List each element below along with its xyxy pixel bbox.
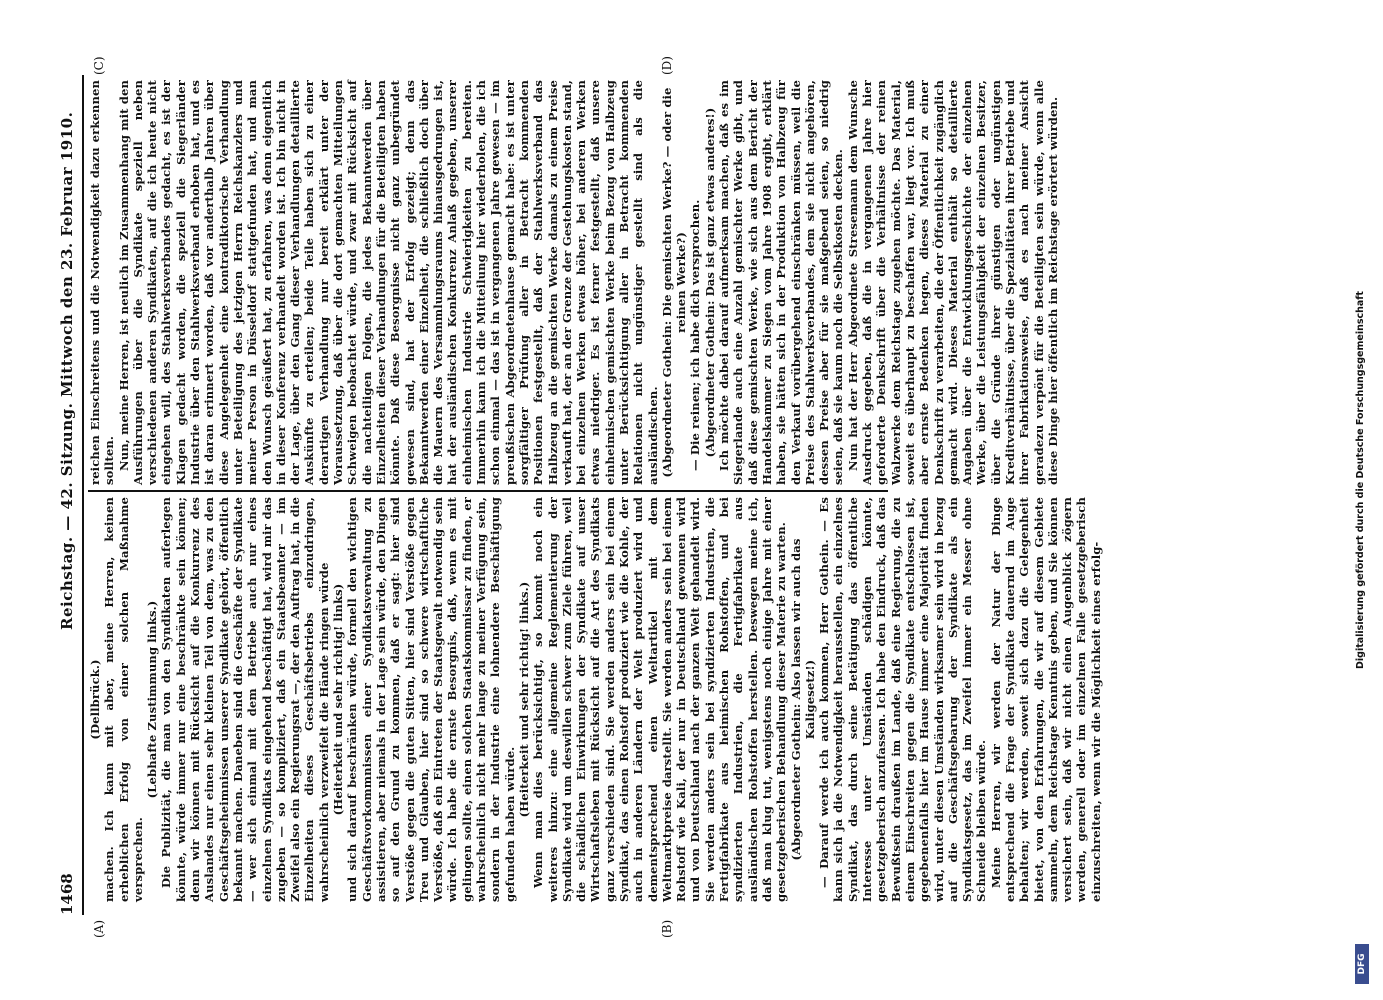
page-header: [58, 80, 80, 915]
paragraph: reichen Einschreitens und die Notwendigkeit dazu erkennen sollten.: [88, 80, 117, 485]
paragraph: Meine Herren, wir werden der Natur der Dinge entsprechend die Frage der Syndikate dauernd im Auge behalten; wir werden, soweit sich dazu die Gelegenheit bietet, von den Erfahrungen, die wir auf diesem Gebiete sammeln, dem Reichstage Kenntnis geben, und Sie können versichert sein, daß wir nicht einen Augenblick zögern werden, generell oder im einzelnen Falle gesetzgeberisch einzuschreiten, wenn wir die Möglichkeit eines erfolg-: [988, 497, 1103, 902]
margin-mark-c: (C): [92, 56, 106, 75]
page-number: 1468: [58, 873, 76, 915]
interjection: (Abgeordneter Gothein: Das ist ganz etwas anderes!): [702, 107, 717, 458]
interjection: (Heiterkeit und sehr richtig! links): [331, 583, 346, 816]
column-divider: [88, 490, 888, 492]
paragraph: Ich möchte dabei darauf aufmerksam machen, daß es im Siegerlande auch eine Anzahl gemischter Werke gibt, und daß diese gemischten Werke, wie sich aus dem Bericht der Handelskammer zu Siegen vom Jahre 1908 ergibt, erklärt haben, sie hätten sich in der Produktion von Halbzeug für den Verkauf vorübergehend einschränken müssen, weil die Preise des Stahlwerksverbandes, dem sie nicht angehören, dessen Preise aber für sie maßgebend seien, so niedrig seien, daß sie kaum noch die Selbstkosten decken.: [717, 80, 846, 485]
margin-mark-d: (D): [660, 56, 674, 75]
paragraph: — Die reinen; ich habe dich versprochen.: [688, 199, 703, 471]
paragraph: Nun, meine Herren, ist neulich im Zusammenhang mit den Ausführungen über die Syndikate speziell neben verschiedenen anderen Syndikaten, auf die ich heute nicht eingehen will, des Stahlwerksverbandes gedacht, es ist der Klagen gedacht worden, die speziell die Siegerländer Industrie über den Stahlwerksverband erhoben hat, und es ist daran erinnert worden, daß vor anderthalb Jahren über diese Angelegenheit eine kontradiktorische Verhandlung unter Beteiligung des jetzigen Herrn Reichskanzlers und meiner Person in Düsseldorf stattgefunden hat, und man den Wunsch geäußert hat, zu erfahren, was denn eigentlich in dieser Konferenz verhandelt worden ist. Ich bin nicht in der Lage, über den Gang dieser Verhandlungen detaillierte Auskünfte zu erteilen; beide Teile haben sich zu einer derartigen Verhandlung nur bereit erklärt unter der Voraussetzung, daß über die dort gemachten Mitteilungen Schweigen beobachtet würde, und zwar mit Rücksicht auf die nachteiligen Folgen, die jedes Bekanntwerden über Einzelheiten dieser Verhandlungen für die Beteiligten haben könnte. Daß diese Besorgnisse nicht ganz unbegründet gewesen sind, hat der Erfolg gezeigt; denn das Bekanntwerden einer Einzelheit, die schließlich doch über die Mauern des Versammlungsraums hinausgedrungen ist, hat der ausländischen Konkurrenz Anlaß gegeben, unserer einheimischen Industrie Schwierigkeiten zu bereiten. Immerhin kann ich die Mitteilung hier wiederholen, die ich schon einmal — das ist in vergangenen Jahre gewesen — im preußischen Abgeordnetenhause gemacht habe: es ist unter sorgfältiger Prüfung aller in Betracht kommenden Positionen festgestellt, daß der Stahlwerksverband das Halbzeug an die gemischten Werke damals zu einem Preise verkauft hat, der an der Grenze der Gestehungskosten stand, bei einzelnen Werken etwas höher, bei anderen Werken etwas niedriger. Es ist ferner festgestellt, daß unsere einheimischen gemischten Werke beim Bezug von Halbzeug unter Berücksichtigung aller in Betracht kommenden Relationen nicht ungünstiger gestellt sind als die ausländischen.: [116, 80, 660, 485]
paragraph: — Darauf werde ich auch kommen, Herr Gothein. — Es kann sich ja die Notwendigkeit herausstellen, ein einzelnes Syndikat, das durch seine Betätigung das öffentliche Interesse unter Umständen schädigen könnte, gesetzgeberisch anzufassen. Ich habe den Eindruck, daß das Bewußtsein draußen im Lande, daß eine Regierung, die zu einem Einschreiten gegen die Syndikate entschlossen ist, gegebenenfalls hier im Hause immer eine Majorität finden wird, unter diesen Umständen wirksamer sein wird in bezug auf die Geschäftsgebarung der Syndikate als ein Syndikatsgesetz, das im Zweifel immer ein Messer ohne Schneide bleiben würde.: [817, 497, 989, 902]
interjection: (Abgeordneter Gothein: Die gemischten Werke? — oder die reinen Werke?): [659, 87, 689, 478]
dfg-logo: DFG: [1355, 944, 1369, 984]
paragraph: Die Publizität, die man von den Syndikaten auferlegen könnte, würde immer nur eine beschränkte sein können; denn wir können mit Rücksicht auf die Konkurrenz des Auslandes nur einen sehr kleinen Teil von dem, was zu den Geschäftsgeheimnissen unserer Syndikate gehört, öffentlich bekannt machen. Daneben sind die Geschäfte der Syndikate — wer sich einmal mit dem Betriebe auch nur eines einzelnen Syndikats eingehend beschäftigt hat, wird mir das zugeben — so kompliziert, daß ein Staatsbeamter — im Zweifel also ein Regierungsrat —, der den Auftrag hat, in die Einzelheiten dieses Geschäftsbetriebs einzudringen, wahrscheinlich verzweifelt die Hände ringen würde: [159, 497, 331, 902]
speaker-label: (Dellbrück.): [88, 659, 102, 740]
paragraph: und sich darauf beschränken würde, formell den wichtigen Geschäftsvorkommnissen einer Syndikatsverwaltung zu assistieren, aber niemals in der Lage sein würde, den Dingen so auf den Grund zu kommen, daß er sagt: hier sind Verstöße gegen die guten Sitten, hier sind Verstöße gegen Treu und Glauben, hier sind so schwere wirtschaftliche Verstöße, daß ein Eintreten der Staatsgewalt notwendig sein würde. Ich habe die ernste Besorgnis, daß, wenn es mit gelingen sollte, einen solchen Staatskommissar zu finden, er wahrscheinlich nicht mehr lange zu meiner Verfügung sein, sondern in der Industrie eine lohnendere Beschäftigung gefunden haben würde.: [345, 497, 517, 902]
page-title: Reichstag. — 42. Sitzung. Mittwoch den 23. Februar 1910.: [58, 111, 76, 630]
left-column: [88, 497, 1103, 902]
paragraph: Nun hat der Herr Abgeordnete Stresemann dem Wunsche Ausdruck gegeben, daß die in vergangenen Jahre hier geforderte Denkschrift über die Verhältnisse der reinen Walzwerke dem Reichstage zugehen möchte. Das Material, soweit es überhaupt zu beschaffen war, liegt vor. Ich muß aber ernste Bedenken hegen, dieses Material zu einer Denkschrift zu verarbeiten, die der Öffentlichkeit zugänglich gemacht wird. Dieses Material enthält so detaillierte Angaben über die Entwicklungsgeschichte der einzelnen Werke, über die Leistungsfähigkeit der einzelnen Besitzer, über die Gründe ihrer günstigen oder ungünstigen Kreditverhältnisse, über die Spezialitäten ihrer Betriebe und ihrer Fabrikationsweise, daß es nach meiner Ansicht geradezu verpönt für die Beteiligten sein würde, wenn alle diese Dinge hier öffentlich im Reichstage erörtert würden.: [845, 80, 1060, 485]
margin-mark-b: (B): [660, 919, 674, 938]
paragraph: Wenn man dies berücksichtigt, so kommt noch ein weiteres hinzu: eine allgemeine Reglementierung der Syndikate wird um deswillen schwer zum Ziele führen, weil die schädlichen Einwirkungen der Syndikate auf unser Wirtschaftsleben mit Rücksicht auf die Art des Syndikats ganz verschieden sind. Sie werden anders sein bei einem Syndikat, das einen Rohstoff produziert wie die Kohle, der auch in anderen Ländern der Welt produziert wird und dementsprechend einen Weltartikel mit dem Weltmarktpreise darstellt. Sie werden anders sein bei einem Rohstoff wie Kali, der nur in Deutschland gewonnen wird und von Deutschland nach der ganzen Welt gehandelt wird. Sie werden anders sein bei syndizierten Industrien, die Fertigfabrikate aus heimischen Rohstoffen, und bei syndizierten Industrien, die Fertigfabrikate aus ausländischen Rohstoffen herstellen. Deswegen meine ich, daß man klug tut, wenigstens noch einige Jahre mit einer gesetzgeberischen Behandlung dieser Materie zu warten.: [531, 497, 789, 902]
digitization-credit: Digitalisierung gefördert durch die Deutsche Forschungsgemeinschaft: [1355, 291, 1366, 669]
paragraph: machen. Ich kann mit aber, meine Herren, keinen erheblichen Erfolg von einer solchen Maßnahme versprechen.: [102, 497, 145, 902]
right-column: [88, 80, 1060, 485]
interjection: (Abgeordneter Gothein: Also lassen wir auch das Kaligesetz!): [788, 538, 817, 861]
header-rule: [82, 75, 84, 915]
margin-mark-a: (A): [92, 919, 106, 938]
interjection: (Lebhafte Zustimmung links.): [145, 600, 160, 799]
interjection: (Heiterkeit und sehr richtig! links.): [516, 581, 531, 818]
